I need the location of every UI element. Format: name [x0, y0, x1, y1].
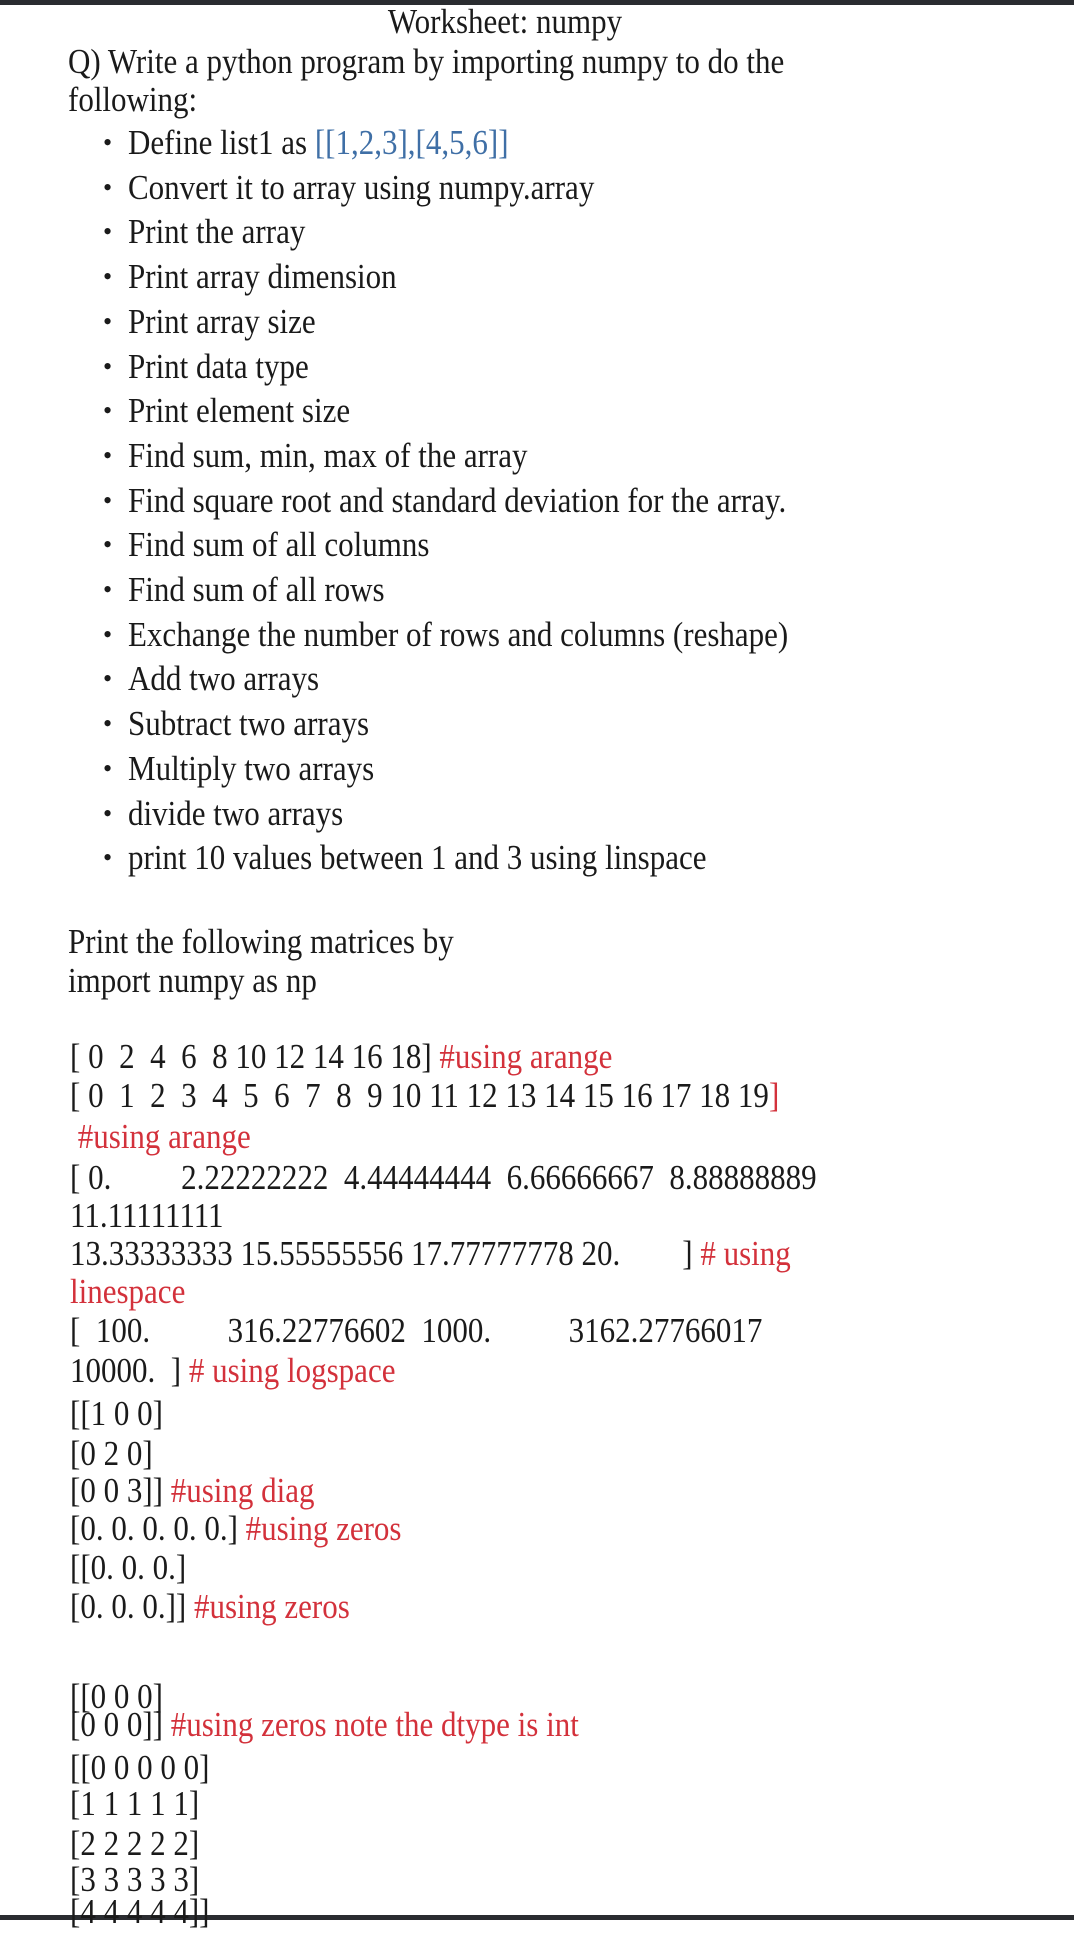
question-line-2: following:: [68, 79, 198, 120]
task-text: Print the array: [128, 212, 306, 252]
task-item: [128, 255, 397, 300]
task-item: [128, 121, 509, 166]
task-item: [128, 657, 319, 702]
task-item: [128, 389, 350, 434]
bullet-icon: •: [103, 440, 113, 470]
task-text: Define list1 as: [128, 122, 315, 163]
task-text: Add two arrays: [128, 659, 320, 699]
bullet-icon: •: [103, 664, 113, 694]
array-text: [[0. 0. 0.]: [70, 1547, 187, 1588]
worksheet-title: Worksheet: numpy: [387, 1, 623, 42]
task-item: [128, 299, 316, 344]
array-text: [0 0 3]]: [70, 1470, 171, 1511]
comment-text: # using logspace: [188, 1350, 396, 1391]
array-text: [1 1 1 1 1]: [70, 1783, 200, 1824]
bullet-icon: •: [103, 128, 113, 157]
bullet-icon: •: [103, 798, 113, 828]
array-text: [ 0. 2.22222222 4.44444444 6.66666667 8.88888889: [70, 1157, 817, 1198]
bullet-icon: •: [103, 843, 113, 873]
task-text: Multiply two arrays: [128, 748, 375, 788]
bullet-icon: •: [103, 262, 113, 292]
array-text: [3 3 3 3 3]: [70, 1859, 200, 1900]
task-item: [128, 433, 528, 478]
array-text: 11.11111111: [70, 1195, 224, 1236]
bullet-icon: •: [103, 306, 113, 336]
output-line: [70, 1890, 209, 1934]
bullet-icon: •: [103, 172, 113, 202]
array-text: [0 2 0]: [70, 1433, 153, 1474]
task-item: [128, 210, 305, 255]
comment-text: #using zeros: [193, 1586, 350, 1627]
task-item: [128, 523, 429, 568]
task-item: [128, 836, 707, 881]
task-item: [128, 791, 343, 836]
array-text: [0. 0. 0. 0. 0.]: [70, 1508, 246, 1549]
task-text: Find sum, min, max of the array: [128, 435, 528, 475]
bullet-icon: •: [103, 351, 113, 381]
task-item: [128, 746, 374, 791]
output-line: [70, 1074, 779, 1119]
array-text: [ 0 2 4 6 8 10 12 14 16 18]: [70, 1036, 440, 1077]
task-text: Find square root and standard deviation for the array.: [128, 480, 787, 520]
array-text: [2 2 2 2 2]: [70, 1823, 200, 1864]
output-line: [70, 1703, 579, 1748]
comment-text: # using: [700, 1233, 791, 1274]
task-text: print 10 values between 1 and 3 using linspace: [128, 838, 707, 878]
comment-text: #using arange: [439, 1036, 613, 1077]
array-text: [0 0 0]]: [70, 1704, 171, 1745]
task-item: [128, 165, 594, 210]
section-heading-1: Print the following matrices by: [68, 921, 454, 962]
task-item: [128, 478, 786, 523]
array-text: [ 100. 316.22776602 1000. 3162.27766017: [70, 1310, 763, 1351]
comment-text: #using arange: [70, 1116, 251, 1157]
task-text: Exchange the number of rows and columns (reshape): [128, 614, 789, 654]
bullet-icon: •: [103, 485, 113, 515]
task-text: Find sum of all columns: [128, 525, 430, 565]
comment-text: #using diag: [170, 1470, 315, 1511]
comment-text: #using zeros note the dtype is int: [170, 1704, 579, 1745]
task-item: [128, 344, 309, 389]
bullet-icon: •: [103, 530, 113, 560]
array-text: [[0 0 0]: [70, 1676, 163, 1717]
output-line: [70, 1115, 251, 1160]
output-line: [70, 1349, 395, 1394]
task-text: Print array size: [128, 301, 316, 341]
array-text: [[0 0 0 0 0]: [70, 1747, 210, 1788]
task-text: Find sum of all rows: [128, 569, 385, 610]
array-text: [[1 0 0]: [70, 1393, 163, 1434]
bullet-icon: •: [103, 619, 113, 649]
comment-text: linespace: [70, 1271, 186, 1312]
bullet-icon: •: [103, 709, 113, 739]
task-item: [128, 612, 788, 657]
task-text: divide two arrays: [128, 793, 344, 833]
task-item: [128, 702, 369, 747]
array-text: [ 0 1 2 3 4 5 6 7 8 9 10 11 12 13 14 15 16 17 18 19: [70, 1075, 769, 1116]
section-heading-2: import numpy as np: [68, 960, 317, 1001]
task-text: Convert it to array using numpy.array: [128, 167, 595, 207]
task-text: Print element size: [128, 391, 351, 431]
bullet-icon: •: [103, 753, 113, 783]
output-line: [70, 1309, 762, 1354]
bullet-icon: •: [103, 217, 113, 247]
task-item: [128, 568, 385, 613]
output-line: [70, 1392, 163, 1437]
list-literal: [[1,2,3],[4,5,6]]: [314, 122, 509, 163]
array-text: 10000. ]: [70, 1350, 189, 1391]
task-text: Print data type: [128, 346, 309, 386]
output-line: [70, 1585, 350, 1630]
question-line-1: Q) Write a python program by importing numpy to do the: [68, 41, 785, 82]
bullet-icon: •: [103, 575, 113, 604]
task-text: Print array dimension: [128, 256, 397, 297]
array-text: [0. 0. 0.]]: [70, 1586, 194, 1627]
output-line: [70, 1782, 199, 1827]
bullet-icon: •: [103, 396, 113, 426]
task-text: Subtract two arrays: [128, 703, 370, 744]
comment-text: ]: [768, 1075, 780, 1116]
array-text: [4 4 4 4 4]]: [70, 1891, 210, 1932]
comment-text: #using zeros: [245, 1508, 402, 1549]
array-text: 13.33333333 15.55555556 17.77777778 20. ]: [70, 1233, 701, 1274]
